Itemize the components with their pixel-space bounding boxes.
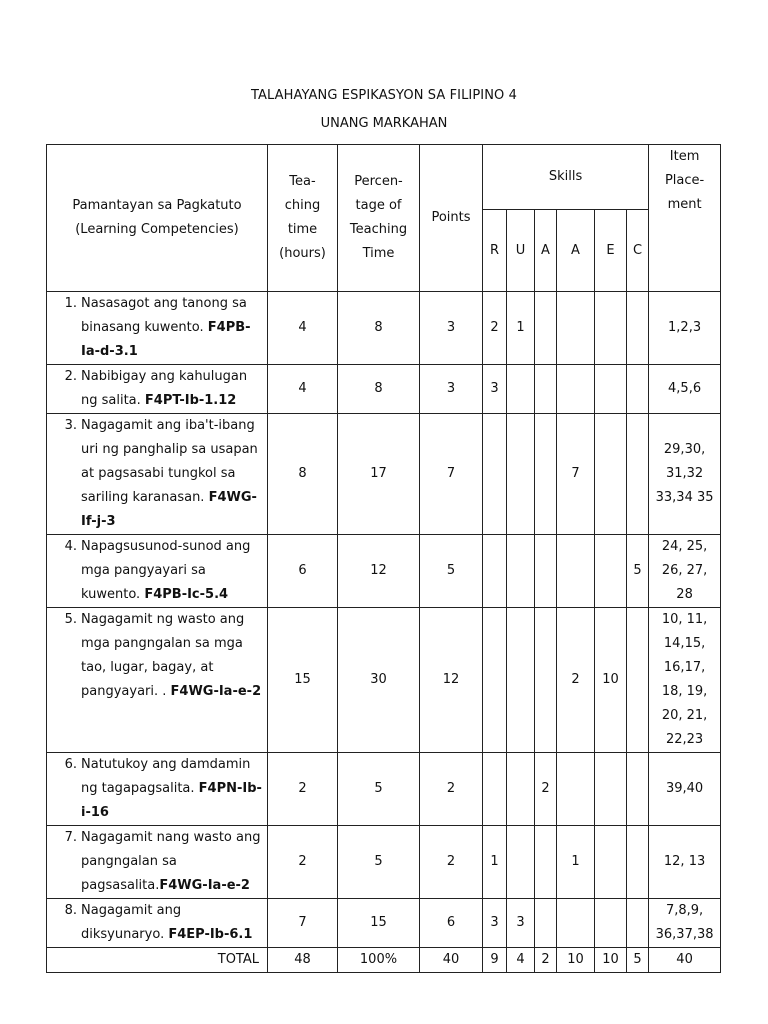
item-placement-cell: [649, 535, 721, 608]
teaching-hours-cell: 4: [268, 365, 338, 414]
competency-cell: [47, 365, 268, 414]
competency-cell: [47, 753, 268, 826]
teaching-hours-cell: 15: [268, 608, 338, 753]
item-placement-line: 33,34 35: [655, 490, 714, 505]
percentage-cell: 17: [338, 414, 420, 535]
competency-line: at pagsasabi tungkol sa: [81, 466, 236, 481]
skill-cell: [535, 535, 557, 608]
competency-code: F4WG-Ia-e-2: [159, 878, 250, 893]
points-cell: 5: [420, 535, 483, 608]
skill-cell: [483, 414, 507, 535]
skill-cell: 3: [483, 899, 507, 948]
total-skill-cell: 10: [595, 948, 627, 973]
skill-cell: [507, 753, 535, 826]
item-placement-cell: [649, 608, 721, 753]
table-row: [47, 365, 721, 414]
item-placement-line: 28: [676, 587, 693, 602]
points-cell: 3: [420, 365, 483, 414]
competency-line: Nabibigay ang kahulugan: [81, 369, 248, 384]
teaching-hours-cell: 8: [268, 414, 338, 535]
competency-line: kuwento.: [81, 587, 145, 602]
total-percent: 100%: [338, 948, 420, 973]
competency-text: [81, 292, 267, 364]
skill-cell: [595, 826, 627, 899]
table-row: [47, 608, 721, 753]
total-label: TOTAL: [47, 948, 268, 973]
points-cell: 3: [420, 292, 483, 365]
competency-line: Nagagamit ang iba't-ibang: [81, 418, 255, 433]
competency-line: pangyayari. .: [81, 684, 171, 699]
competency-text: [81, 608, 267, 704]
points-cell: 2: [420, 753, 483, 826]
skill-cell: [557, 292, 595, 365]
percentage-header: [338, 145, 420, 292]
skill-cell: 2: [557, 608, 595, 753]
table-row: [47, 899, 721, 948]
skill-cell: [483, 608, 507, 753]
item-placement-line: 39,40: [665, 781, 704, 796]
item-placement-line: 4,5,6: [668, 381, 702, 396]
skill-cell: 3: [483, 365, 507, 414]
percentage-cell: 5: [338, 753, 420, 826]
item-placement-cell: [649, 899, 721, 948]
competency-line: mga pangngalan sa mga: [81, 636, 243, 651]
skill-u-header: U: [507, 210, 535, 292]
table-row: [47, 535, 721, 608]
points-cell: 7: [420, 414, 483, 535]
skill-cell: 2: [483, 292, 507, 365]
total-row: [47, 948, 721, 973]
teaching-hours-cell: 6: [268, 535, 338, 608]
skill-cell: [595, 365, 627, 414]
item-placement-line: 1,2,3: [668, 320, 702, 335]
item-placement-cell: [649, 826, 721, 899]
item-placement-header: [649, 145, 721, 292]
competency-content: [47, 899, 267, 947]
competency-text: [81, 535, 267, 607]
competency-number: 3.: [64, 418, 77, 433]
skill-cell: [535, 826, 557, 899]
teaching-hours-cell: 7: [268, 899, 338, 948]
skill-cell: 1: [483, 826, 507, 899]
skill-cell: [595, 414, 627, 535]
skill-cell: [507, 535, 535, 608]
competency-number: 1.: [64, 296, 77, 311]
competency-line: diksyunaryo.: [81, 927, 169, 942]
competency-content: [47, 608, 267, 704]
item-placement-cell: [649, 292, 721, 365]
competency-cell: [47, 608, 268, 753]
skill-cell: [627, 826, 649, 899]
competency-line: tao, lugar, bagay, at: [81, 660, 214, 675]
competency-text: [81, 826, 267, 898]
skill-cell: [627, 608, 649, 753]
percentage-cell: 8: [338, 365, 420, 414]
total-skill-cell: 10: [557, 948, 595, 973]
skill-cell: 7: [557, 414, 595, 535]
header-text: Place-: [664, 173, 705, 188]
skill-cell: [557, 753, 595, 826]
skill-cell: [557, 535, 595, 608]
competency-content: [47, 826, 267, 898]
percentage-cell: 5: [338, 826, 420, 899]
skill-a1-header: A: [535, 210, 557, 292]
competency-line: ng tagapagsalita.: [81, 781, 199, 796]
item-placement-cell: [649, 753, 721, 826]
skill-cell: [557, 365, 595, 414]
competency-text: [81, 365, 267, 413]
competency-cell: [47, 899, 268, 948]
competency-content: [47, 292, 267, 364]
competency-cell: [47, 292, 268, 365]
teaching-hours-cell: 4: [268, 292, 338, 365]
skill-cell: [483, 535, 507, 608]
competency-line: Natutukoy ang damdamin: [81, 757, 251, 772]
competency-cell: [47, 414, 268, 535]
competency-line: Nagagamit ang: [81, 903, 182, 918]
competency-cell: [47, 826, 268, 899]
header-text: tage of: [355, 198, 402, 213]
skill-cell: [535, 608, 557, 753]
skill-cell: 2: [535, 753, 557, 826]
competency-content: [47, 753, 267, 825]
item-placement-line: 36,37,38: [655, 927, 714, 942]
competency-code: F4EP-Ib-6.1: [168, 927, 253, 942]
competency-line: Nagagamit nang wasto ang: [81, 830, 261, 845]
table-row: [47, 753, 721, 826]
skill-cell: [535, 365, 557, 414]
percentage-cell: 12: [338, 535, 420, 608]
skill-cell: 1: [557, 826, 595, 899]
table-row: [47, 826, 721, 899]
total-skill-cell: 2: [535, 948, 557, 973]
competency-content: [47, 365, 267, 413]
competency-number: 8.: [64, 903, 77, 918]
skill-cell: 1: [507, 292, 535, 365]
competency-code: F4PB-: [207, 320, 251, 335]
competency-code: F4PB-Ic-5.4: [144, 587, 229, 602]
competency-line: Nagagamit ng wasto ang: [81, 612, 245, 627]
competency-number: 2.: [64, 369, 77, 384]
competency-code: F4WG-: [208, 490, 257, 505]
skill-cell: [507, 826, 535, 899]
skill-cell: 3: [507, 899, 535, 948]
skills-header: Skills: [483, 145, 649, 210]
header-text: ching: [284, 198, 321, 213]
skill-cell: [483, 753, 507, 826]
item-placement-line: 20, 21,: [661, 708, 708, 723]
competencies-header-line2: (Learning Competencies): [75, 222, 239, 237]
document-title: TALAHAYANG ESPIKASYON SA FILIPINO 4: [250, 88, 517, 103]
competency-code: If-j-3: [81, 514, 116, 529]
item-placement-line: 22,23: [665, 732, 704, 747]
competency-text: [81, 899, 267, 947]
item-placement-line: 18, 19,: [661, 684, 708, 699]
total-points: 40: [420, 948, 483, 973]
competency-line: Napagsusunod-sunod ang: [81, 539, 251, 554]
competency-cell: [47, 535, 268, 608]
header-text: time: [287, 222, 318, 237]
teaching-time-header: [268, 145, 338, 292]
skill-cell: [595, 292, 627, 365]
skill-a2-header: A: [557, 210, 595, 292]
header-text: Time: [362, 246, 395, 261]
header-text: ment: [667, 197, 702, 212]
header-text: (hours): [279, 246, 326, 261]
skill-cell: [627, 365, 649, 414]
item-placement-cell: [649, 414, 721, 535]
teaching-hours-cell: 2: [268, 753, 338, 826]
competency-code: F4PN-Ib-: [198, 781, 262, 796]
item-placement-line: 31,32: [665, 466, 704, 481]
skill-cell: [627, 414, 649, 535]
header-text: Item: [669, 149, 700, 164]
item-placement-line: 7,8,9,: [665, 903, 704, 918]
competency-line: ng salita.: [81, 393, 145, 408]
competency-line: sariling karanasan.: [81, 490, 209, 505]
table-row: [47, 292, 721, 365]
skill-c-header: C: [627, 210, 649, 292]
competency-text: [81, 753, 267, 825]
item-placement-line: 29,30,: [663, 442, 706, 457]
skill-r-header: R: [483, 210, 507, 292]
item-placement-cell: [649, 365, 721, 414]
competency-number: 5.: [64, 612, 77, 627]
points-cell: 12: [420, 608, 483, 753]
total-skill-cell: 4: [507, 948, 535, 973]
item-placement-line: 24, 25,: [661, 539, 708, 554]
percentage-cell: 8: [338, 292, 420, 365]
skill-cell: [507, 608, 535, 753]
header-text: Teaching: [349, 222, 408, 237]
percentage-cell: 30: [338, 608, 420, 753]
competency-number: 6.: [64, 757, 77, 772]
competency-line: uri ng panghalip sa usapan: [81, 442, 258, 457]
skill-cell: [535, 899, 557, 948]
competency-content: [47, 535, 267, 607]
item-placement-line: 12, 13: [663, 854, 706, 869]
competency-code: F4WG-Ia-e-2: [170, 684, 262, 699]
table-row: [47, 414, 721, 535]
competency-line: Nasasagot ang tanong sa: [81, 296, 247, 311]
skill-cell: [595, 753, 627, 826]
item-placement-line: 14,15,: [663, 636, 706, 651]
skill-cell: [627, 899, 649, 948]
percentage-cell: 15: [338, 899, 420, 948]
skill-cell: [535, 292, 557, 365]
skill-cell: [595, 899, 627, 948]
skill-cell: [535, 414, 557, 535]
item-placement-line: 16,17,: [663, 660, 706, 675]
header-text: Tea-: [289, 174, 316, 189]
skill-cell: [507, 414, 535, 535]
skill-cell: 5: [627, 535, 649, 608]
competency-number: 7.: [64, 830, 77, 845]
total-skill-cell: 9: [483, 948, 507, 973]
competency-text: [81, 414, 267, 534]
skill-cell: [557, 899, 595, 948]
competency-line: binasang kuwento.: [81, 320, 208, 335]
specification-table: [46, 144, 721, 973]
total-skill-cell: 5: [627, 948, 649, 973]
teaching-hours-cell: 2: [268, 826, 338, 899]
header-text: Percen-: [354, 174, 403, 189]
points-header: Points: [420, 145, 483, 292]
total-hours: 48: [268, 948, 338, 973]
skill-cell: [507, 365, 535, 414]
total-placement: 40: [649, 948, 721, 973]
competency-code: Ia-d-3.1: [81, 344, 138, 359]
skill-e-header: E: [595, 210, 627, 292]
points-cell: 6: [420, 899, 483, 948]
points-cell: 2: [420, 826, 483, 899]
competencies-header-line1: Pamantayan sa Pagkatuto: [72, 198, 242, 213]
competency-code: F4PT-Ib-1.12: [144, 393, 237, 408]
competency-line: mga pangyayari sa: [81, 563, 206, 578]
skill-cell: [627, 753, 649, 826]
competency-number: 4.: [64, 539, 77, 554]
item-placement-line: 26, 27,: [661, 563, 708, 578]
document-subtitle: UNANG MARKAHAN: [320, 116, 448, 131]
item-placement-line: 10, 11,: [661, 612, 708, 627]
competency-code: i-16: [81, 805, 109, 820]
competency-line: pangngalan sa pagsasalita.: [81, 854, 177, 893]
competency-content: [47, 414, 267, 534]
skill-cell: [595, 535, 627, 608]
skill-cell: 10: [595, 608, 627, 753]
competencies-header: [47, 145, 268, 292]
skill-cell: [627, 292, 649, 365]
